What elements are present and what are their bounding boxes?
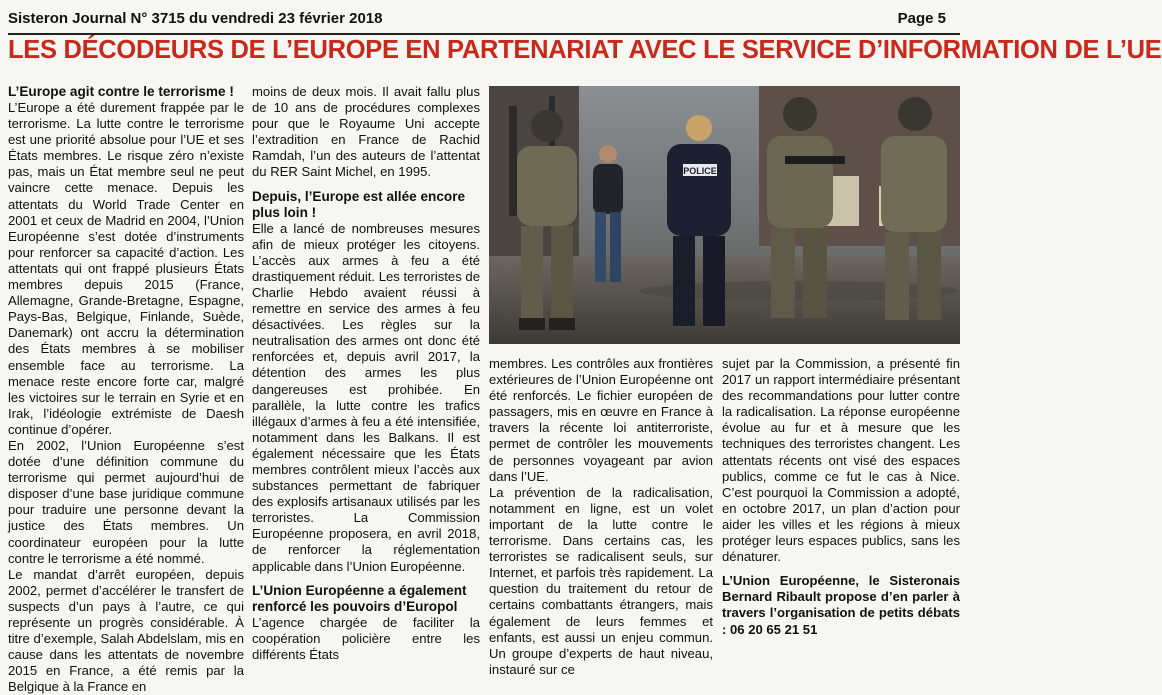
column-1 <box>8 84 244 695</box>
section-heading-terrorism: L’Europe agit contre le terrorisme ! <box>8 84 234 99</box>
paragraph: Elle a lancé de nombreuses mesures afin de mieux protéger les citoyens. L’accès aux armes à feu a été drastiquement réduit. Les terroristes de Charlie Hebdo avaient réussi à remettre en service des armes à feu désactivées. Les règles sur la neutralisation des armes ont donc été renforcées et, depuis avril 2017, la détention des armes les plus dangereuses est prohibée. En parallèle, la lutte contre les trafics illégaux d’armes à feu a été intensifiée, notamment dans les Balkans. Il est également nécessaire que les États membres contrôlent mieux l’accès aux substances permettant de fabriquer des explosifs artisanaux utilisés par les terroristes. La Commission Européenne proposera, en avril 2018, de renforcer la réglementation applicable dans l’Union Européenne. <box>252 220 480 574</box>
paragraph: L’agence chargée de faciliter la coopération policière entre les différents États <box>252 614 480 662</box>
contact-note: L’Union Européenne, le Sisteronais Bernard Ribault propose d’en parler à travers l’organisation de petits débats : 06 20 65 21 51 <box>722 573 960 637</box>
paragraph: moins de deux mois. Il avait fallu plus de 10 ans de procédures complexes pour que le Royaume Uni accepte l’extradition en France de Rachid Ramdah, l’un des auteurs de l’attentat du RER Saint Michel, en 1995. <box>252 84 480 180</box>
section-heading-further: Depuis, l’Europe est allée encore plus loin ! <box>252 188 466 220</box>
page-number: Page 5 <box>897 10 946 27</box>
article-headline: LES DÉCODEURS DE L’EUROPE EN PARTENARIAT AVEC LE SERVICE D’INFORMATION DE L’UE <box>8 36 1162 64</box>
section-heading-europol: L’Union Européenne a également renforcé les pouvoirs d’Europol <box>252 582 467 614</box>
header-divider <box>8 33 960 35</box>
paragraph: En 2002, l’Union Européenne s’est dotée d’une définition commune du terrorisme qui permet aujourd’hui de disposer d’une base juridique commune pour traduire une personne devant la justice des États membres. Un coordinateur européen pour la lutte contre le terrorisme a été nommé. <box>8 437 244 566</box>
column-4 <box>722 356 960 640</box>
page-header <box>0 0 968 34</box>
paragraph: Le mandat d’arrêt européen, depuis 2002, permet d’accélérer le transfert de suspects d’un pays à l’autre, ce qui représente un progrès considérable. À titre d’exemple, Salah Abdelslam, mis en cause dans les attentats de novembre 2015 en France, a été remis par la Belgique à la France en <box>8 566 244 695</box>
column-3 <box>489 356 713 677</box>
column-2 <box>252 84 480 662</box>
police-label: POLICE <box>683 166 717 176</box>
article-photo-soldiers-police <box>489 86 960 344</box>
paragraph: L’Europe a été durement frappée par le terrorisme. La lutte contre le terrorisme est une priorité absolue pour l’UE et ses États membres. Le risque zéro n’existe pas, mais un État membre seul ne peut vaincre cette menace. Depuis les attentats du World Trade Center en 2001 et ceux de Madrid en 2004, l’Union Européenne s’est dotée d’instruments pour renforcer sa capacité d’action. Les attentats qui ont frappé plusieurs États membres depuis 2015 (France, Allemagne, Grande-Bretagne, Espagne, Pays-Bas, Belgique, Finlande, Suède, Danemark) ont accru la détermination des États membres à se mobiliser ensemble face au terrorisme. La menace reste encore forte car, malgré les victoires sur le terrain en Syrie et en Irak, l’idéologie extrémiste de Daesh continue d’opérer. <box>8 100 244 437</box>
paragraph: sujet par la Commission, a présenté fin 2017 un rapport intermédiaire présentant des recommandations pour lutter contre la radicalisation. La réponse européenne évolue au fur et à mesure que les techniques des terroristes changent. Les attentats récents ont visé des espaces publics, comme ce fut le cas à Nice. C’est pourquoi la Commission a adopté, en octobre 2017, un plan d’action pour aider les villes et les régions à mieux protéger leurs espaces publics, sans les dénaturer. <box>722 356 960 565</box>
paragraph: La prévention de la radicalisation, notamment en ligne, est un volet important de la lutte contre le terrorisme. Dans certains cas, les terroristes se radicalisent seuls, sur Internet, et parfois très rapidement. La question du traitement du retour de certains combattants étrangers, mais également de leurs femmes et enfants, est aussi un enjeu commun. Un groupe d’experts de haut niveau, instauré sur ce <box>489 484 713 677</box>
paragraph: membres. Les contrôles aux frontières extérieures de l’Union Européenne ont été renforcés. Le fichier européen de passagers, mis en œuvre en France à travers la récente loi antiterroriste, permet de contrôler les mouvements de personnes voyageant par avion dans l’UE. <box>489 356 713 484</box>
journal-issue: Sisteron Journal N° 3715 du vendredi 23 février 2018 <box>8 10 383 27</box>
